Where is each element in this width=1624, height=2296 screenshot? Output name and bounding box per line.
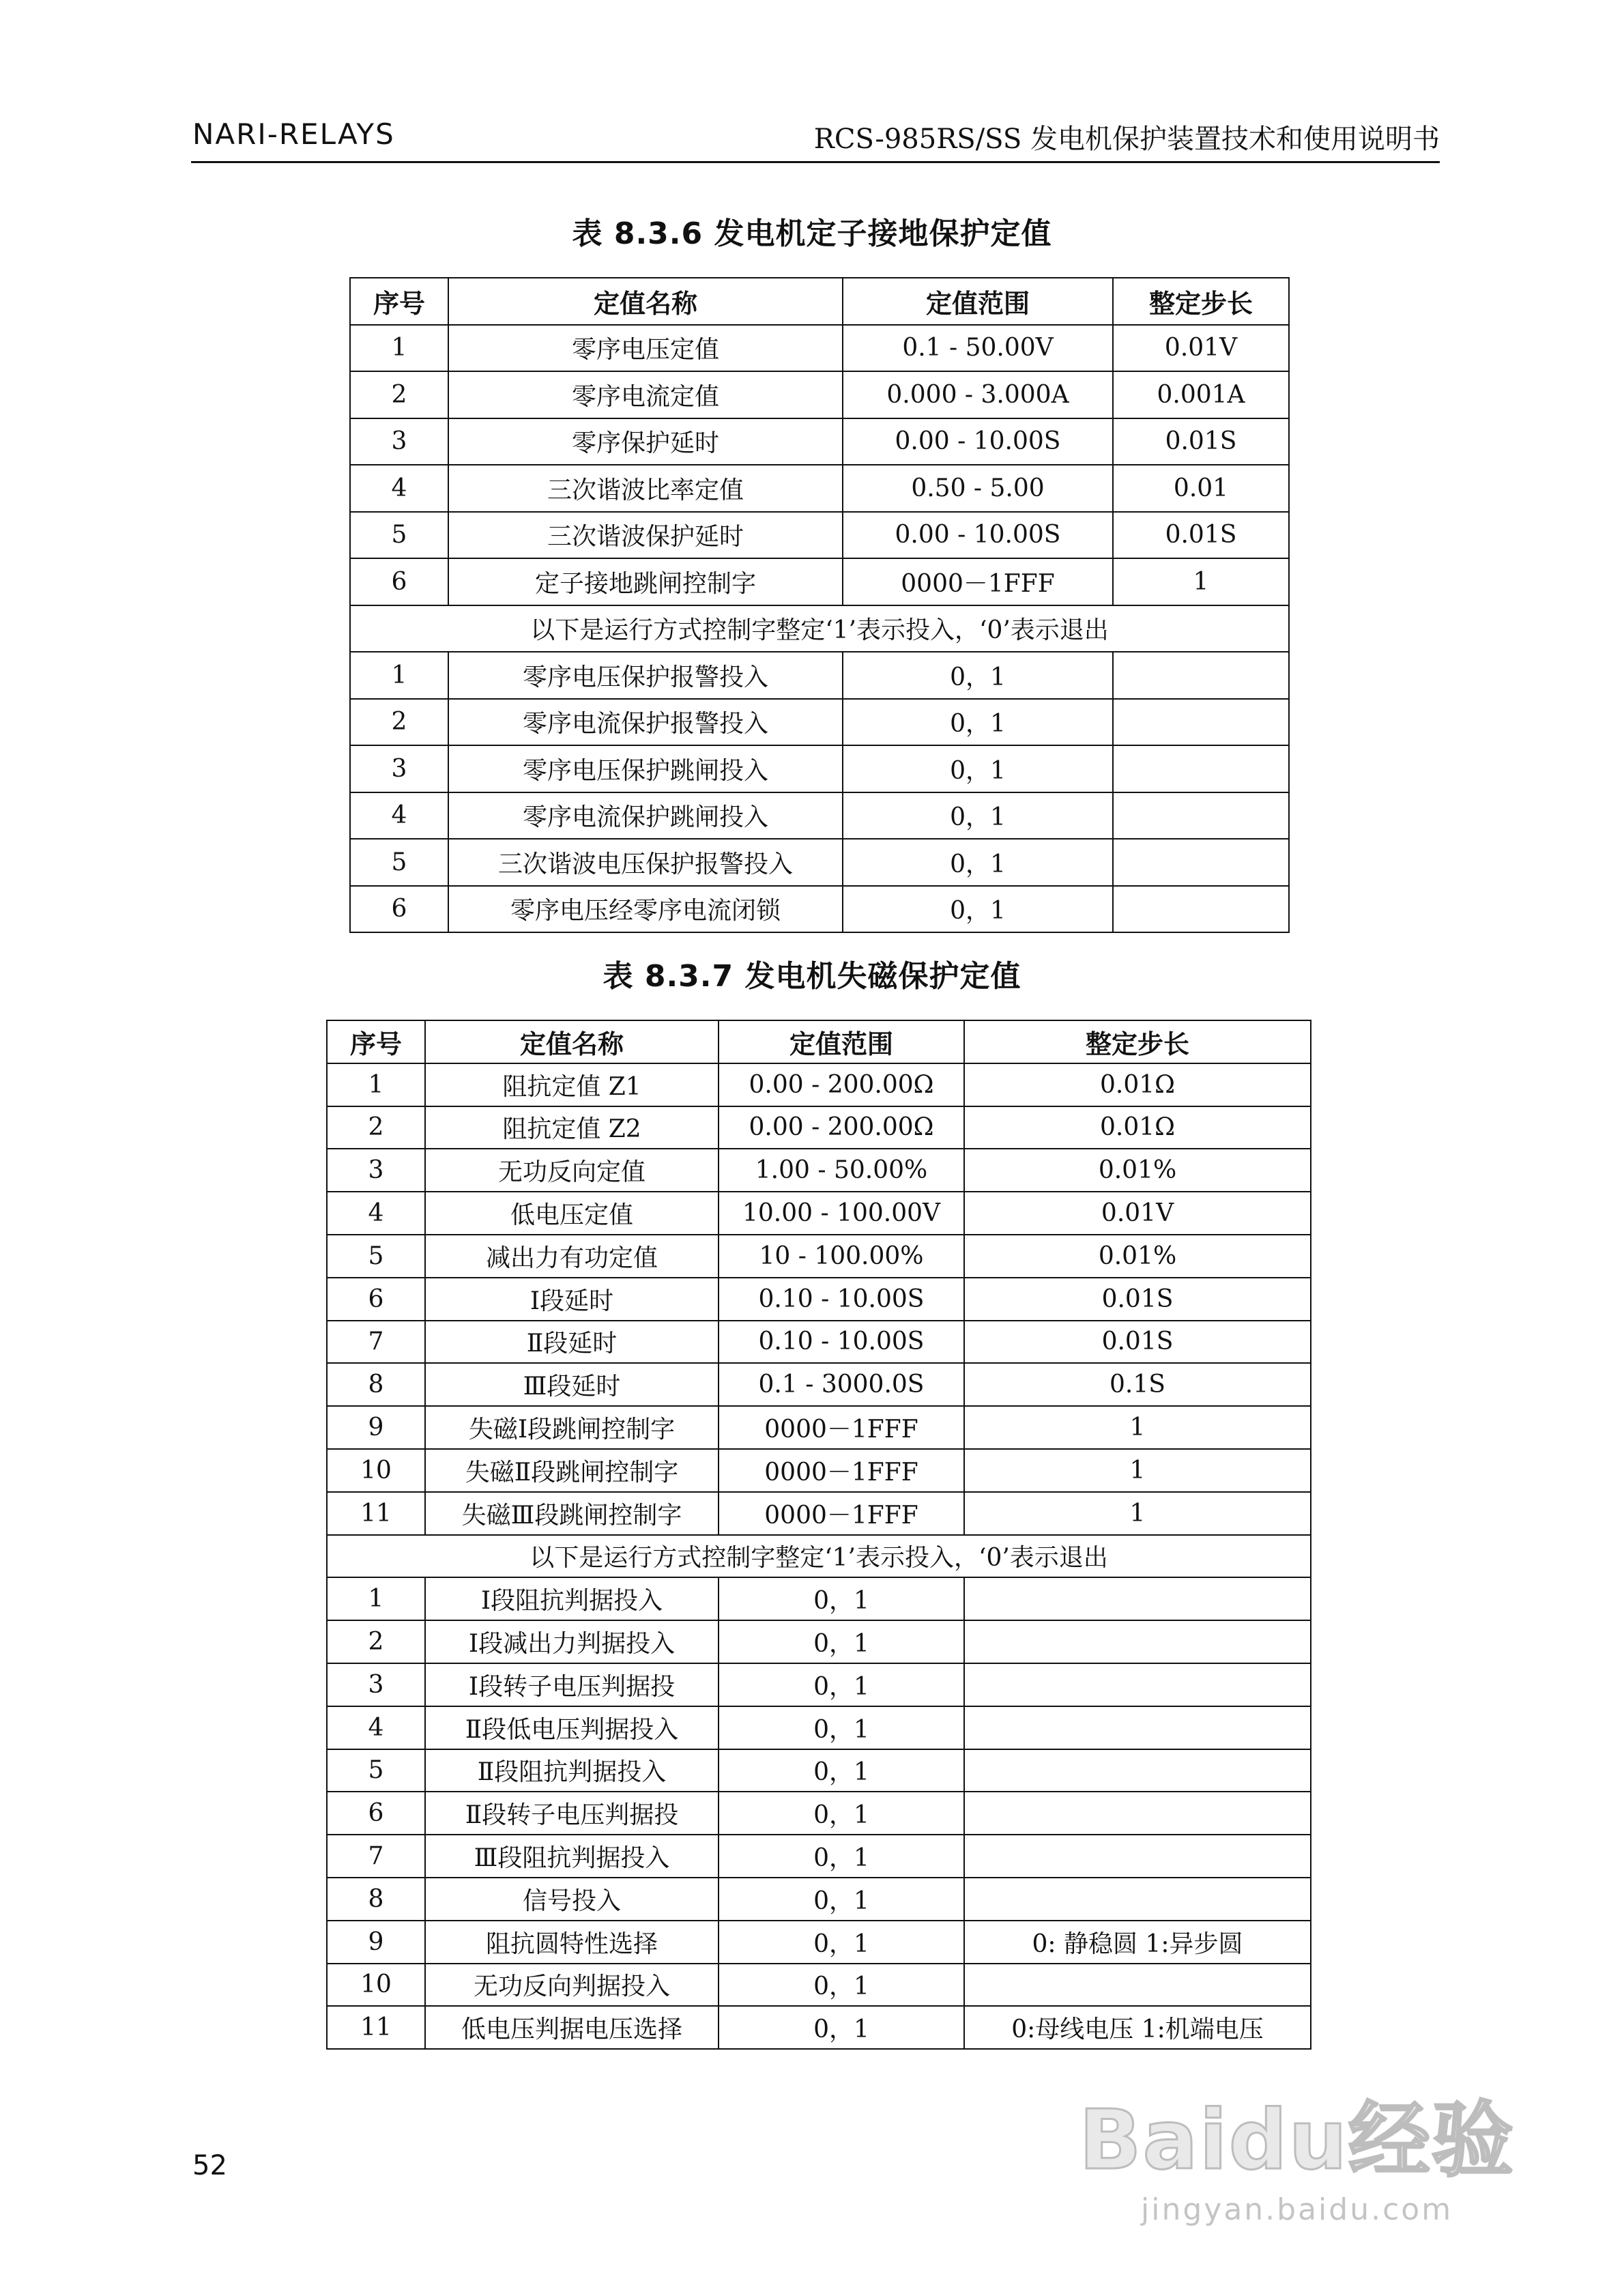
table-cell: 3 bbox=[327, 1663, 425, 1706]
table-cell: 1 bbox=[1113, 558, 1289, 605]
table-row bbox=[327, 1235, 1311, 1278]
control-word-note-row bbox=[350, 605, 1289, 652]
table-cell: 0000－1FFF bbox=[719, 1449, 964, 1492]
table-cell: 三次谐波比率定值 bbox=[448, 465, 843, 512]
table-cell: 0，1 bbox=[843, 745, 1113, 792]
table-cell: 9 bbox=[327, 1406, 425, 1449]
control-row bbox=[350, 652, 1289, 699]
control-row bbox=[327, 1835, 1311, 1878]
table-cell: 0，1 bbox=[719, 1878, 964, 1921]
table-cell: 0000－1FFF bbox=[719, 1406, 964, 1449]
table-cell: Ⅰ段延时 bbox=[425, 1278, 719, 1321]
column-header: 整定步长 bbox=[1113, 278, 1289, 325]
table-cell bbox=[964, 1964, 1311, 2007]
table-cell: 0.1 - 3000.0S bbox=[719, 1363, 964, 1406]
table-cell: 0.50 - 5.00 bbox=[843, 465, 1113, 512]
table-cell: 6 bbox=[350, 886, 448, 933]
table-cell bbox=[964, 1620, 1311, 1663]
control-row bbox=[327, 1577, 1311, 1620]
table-cell: 信号投入 bbox=[425, 1878, 719, 1921]
table-cell: 0.01S bbox=[1113, 512, 1289, 559]
table-cell: 2 bbox=[327, 1106, 425, 1149]
table-cell: 9 bbox=[327, 1921, 425, 1964]
table-cell bbox=[1113, 652, 1289, 699]
table-cell: 0.1S bbox=[964, 1363, 1311, 1406]
table-cell bbox=[964, 1577, 1311, 1620]
table-cell: 0，1 bbox=[843, 652, 1113, 699]
table-cell: 1 bbox=[327, 1063, 425, 1106]
table-cell bbox=[964, 1878, 1311, 1921]
table-cell: 0.01Ω bbox=[964, 1063, 1311, 1106]
control-row bbox=[327, 1878, 1311, 1921]
table-cell: 0.001A bbox=[1113, 371, 1289, 418]
table-cell: 0.00 - 200.00Ω bbox=[719, 1063, 964, 1106]
header-document-title: RCS-985RS/SS 发电机保护装置技术和使用说明书 bbox=[813, 124, 1440, 155]
table-row bbox=[350, 465, 1289, 512]
table-cell: 失磁Ⅱ段跳闸控制字 bbox=[425, 1449, 719, 1492]
table-cell bbox=[964, 1792, 1311, 1835]
table-cell: 6 bbox=[350, 558, 448, 605]
table-cell: 0.01V bbox=[964, 1192, 1311, 1235]
table-cell: Ⅰ段减出力判据投入 bbox=[425, 1620, 719, 1663]
table-cell: 1 bbox=[964, 1449, 1311, 1492]
table-cell: 0.01S bbox=[964, 1321, 1311, 1364]
column-header: 整定步长 bbox=[964, 1020, 1311, 1063]
header-row bbox=[327, 1020, 1311, 1063]
table-row bbox=[327, 1149, 1311, 1192]
table-cell: 2 bbox=[327, 1620, 425, 1663]
table-cell: 7 bbox=[327, 1835, 425, 1878]
table-cell: 0.01% bbox=[964, 1149, 1311, 1192]
watermark-logo: Baidu经验 bbox=[1079, 2093, 1515, 2188]
control-row bbox=[327, 1663, 1311, 1706]
table-cell: 0，1 bbox=[719, 1964, 964, 2007]
table-cell: 零序电流保护报警投入 bbox=[448, 699, 843, 746]
table-row bbox=[327, 1406, 1311, 1449]
table-cell: 低电压判据电压选择 bbox=[425, 2006, 719, 2049]
table-row bbox=[327, 1363, 1311, 1406]
table-cell: 3 bbox=[350, 745, 448, 792]
table-cell: 零序电压保护报警投入 bbox=[448, 652, 843, 699]
table-row bbox=[327, 1492, 1311, 1535]
table-cell: 0，1 bbox=[719, 1749, 964, 1792]
table-cell bbox=[1113, 886, 1289, 933]
control-row bbox=[327, 2006, 1311, 2049]
table-cell bbox=[1113, 839, 1289, 886]
table-cell: 3 bbox=[327, 1149, 425, 1192]
table-cell: 2 bbox=[350, 371, 448, 418]
page-number: 52 bbox=[192, 2150, 227, 2181]
table-cell: 1 bbox=[327, 1577, 425, 1620]
control-row bbox=[327, 1620, 1311, 1663]
table1-caption: 表 8.3.6 发电机定子接地保护定值 bbox=[572, 216, 1052, 251]
loss-of-excitation-settings-table bbox=[326, 1020, 1311, 2050]
table-cell: 零序电流定值 bbox=[448, 371, 843, 418]
table-cell: 1 bbox=[964, 1406, 1311, 1449]
table-cell: 10 bbox=[327, 1449, 425, 1492]
table-cell: 定子接地跳闸控制字 bbox=[448, 558, 843, 605]
table-cell: 三次谐波保护延时 bbox=[448, 512, 843, 559]
table-cell: 零序电压保护跳闸投入 bbox=[448, 745, 843, 792]
table-row bbox=[350, 325, 1289, 372]
table-cell: 5 bbox=[327, 1749, 425, 1792]
column-header: 序号 bbox=[350, 278, 448, 325]
table-cell: 1 bbox=[350, 325, 448, 372]
table-cell: 0，1 bbox=[719, 2006, 964, 2049]
control-row bbox=[327, 1921, 1311, 1964]
table-cell: 无功反向判据投入 bbox=[425, 1964, 719, 2007]
column-header: 定值名称 bbox=[448, 278, 843, 325]
table-row bbox=[327, 1321, 1311, 1364]
stator-ground-settings-table bbox=[349, 277, 1290, 933]
table-cell: 10 - 100.00% bbox=[719, 1235, 964, 1278]
table-cell: 4 bbox=[327, 1192, 425, 1235]
table-cell: 8 bbox=[327, 1363, 425, 1406]
table-cell: 0，1 bbox=[719, 1706, 964, 1749]
table-cell: 4 bbox=[350, 792, 448, 840]
table-cell: 4 bbox=[327, 1706, 425, 1749]
table-cell: 0.00 - 10.00S bbox=[843, 512, 1113, 559]
table-cell: 0.01 bbox=[1113, 465, 1289, 512]
table-cell: 0，1 bbox=[719, 1663, 964, 1706]
table-cell: 0.10 - 10.00S bbox=[719, 1321, 964, 1364]
table-cell: 0，1 bbox=[843, 886, 1113, 933]
control-word-note-row bbox=[327, 1535, 1311, 1578]
control-word-note: 以下是运行方式控制字整定‘1’表示投入，‘0’表示退出 bbox=[327, 1535, 1311, 1578]
table-cell bbox=[1113, 745, 1289, 792]
table-cell: 7 bbox=[327, 1321, 425, 1364]
table-row bbox=[327, 1192, 1311, 1235]
control-word-note: 以下是运行方式控制字整定‘1’表示投入，‘0’表示退出 bbox=[350, 605, 1289, 652]
table-cell bbox=[1113, 699, 1289, 746]
table-cell: 0.10 - 10.00S bbox=[719, 1278, 964, 1321]
table-cell: 0.00 - 200.00Ω bbox=[719, 1106, 964, 1149]
table-cell: 2 bbox=[350, 699, 448, 746]
table-row bbox=[327, 1449, 1311, 1492]
table-cell bbox=[1113, 792, 1289, 840]
table-cell: 10.00 - 100.00V bbox=[719, 1192, 964, 1235]
table-cell: 0，1 bbox=[843, 699, 1113, 746]
table-cell: 0000－1FFF bbox=[719, 1492, 964, 1535]
table-cell: 1.00 - 50.00% bbox=[719, 1149, 964, 1192]
table-cell: Ⅱ段阻抗判据投入 bbox=[425, 1749, 719, 1792]
table-cell: 1 bbox=[350, 652, 448, 699]
table-cell: 0.00 - 10.00S bbox=[843, 418, 1113, 465]
watermark-url: jingyan.baidu.com bbox=[1141, 2192, 1453, 2227]
control-row bbox=[327, 1964, 1311, 2007]
control-row bbox=[327, 1706, 1311, 1749]
column-header: 定值名称 bbox=[425, 1020, 719, 1063]
table-cell: 失磁Ⅰ段跳闸控制字 bbox=[425, 1406, 719, 1449]
table-row bbox=[350, 371, 1289, 418]
table-cell: 8 bbox=[327, 1878, 425, 1921]
table-cell: 0，1 bbox=[719, 1921, 964, 1964]
table-cell: 10 bbox=[327, 1964, 425, 2007]
table-cell: 0.01S bbox=[1113, 418, 1289, 465]
table-cell: 0，1 bbox=[843, 792, 1113, 840]
control-row bbox=[327, 1792, 1311, 1835]
table-cell: Ⅰ段阻抗判据投入 bbox=[425, 1577, 719, 1620]
table-cell: 0，1 bbox=[719, 1835, 964, 1878]
table-cell: 0，1 bbox=[719, 1577, 964, 1620]
table-cell bbox=[964, 1835, 1311, 1878]
table2-caption: 表 8.3.7 发电机失磁保护定值 bbox=[603, 959, 1021, 994]
baidu-jingyan-watermark bbox=[1079, 2075, 1515, 2227]
control-row bbox=[350, 886, 1289, 933]
control-row bbox=[350, 792, 1289, 840]
table-cell: 阻抗定值 Z2 bbox=[425, 1106, 719, 1149]
table-cell: 6 bbox=[327, 1792, 425, 1835]
control-row bbox=[327, 1749, 1311, 1792]
table-cell: 0.000 - 3.000A bbox=[843, 371, 1113, 418]
table-cell: 0:母线电压 1:机端电压 bbox=[964, 2006, 1311, 2049]
header-row bbox=[350, 278, 1289, 325]
table-cell: 减出力有功定值 bbox=[425, 1235, 719, 1278]
table-row bbox=[327, 1063, 1311, 1106]
table-cell: 5 bbox=[350, 839, 448, 886]
control-row bbox=[350, 839, 1289, 886]
table-cell: 11 bbox=[327, 2006, 425, 2049]
table-cell: 三次谐波电压保护报警投入 bbox=[448, 839, 843, 886]
table-cell: 11 bbox=[327, 1492, 425, 1535]
table-cell: 低电压定值 bbox=[425, 1192, 719, 1235]
control-row bbox=[350, 699, 1289, 746]
table-cell: 0.01S bbox=[964, 1278, 1311, 1321]
table-cell: Ⅲ段延时 bbox=[425, 1363, 719, 1406]
table-cell: 零序电流保护跳闸投入 bbox=[448, 792, 843, 840]
table-cell: 零序电压定值 bbox=[448, 325, 843, 372]
table-cell: 零序电压经零序电流闭锁 bbox=[448, 886, 843, 933]
table-row bbox=[350, 512, 1289, 559]
table-cell: Ⅱ段延时 bbox=[425, 1321, 719, 1364]
table-cell: 失磁Ⅲ段跳闸控制字 bbox=[425, 1492, 719, 1535]
table-cell: 零序保护延时 bbox=[448, 418, 843, 465]
table-cell: 阻抗圆特性选择 bbox=[425, 1921, 719, 1964]
table-cell: 6 bbox=[327, 1278, 425, 1321]
table-cell: 0.01Ω bbox=[964, 1106, 1311, 1149]
header-rule bbox=[191, 161, 1440, 163]
table-cell: Ⅰ段转子电压判据投 bbox=[425, 1663, 719, 1706]
table-row bbox=[327, 1278, 1311, 1321]
column-header: 定值范围 bbox=[719, 1020, 964, 1063]
table-row bbox=[327, 1106, 1311, 1149]
table-cell: 5 bbox=[327, 1235, 425, 1278]
table-cell: 无功反向定值 bbox=[425, 1149, 719, 1192]
column-header: 序号 bbox=[327, 1020, 425, 1063]
table-cell: 0，1 bbox=[719, 1620, 964, 1663]
table-cell bbox=[964, 1706, 1311, 1749]
table-cell: Ⅲ段阻抗判据投入 bbox=[425, 1835, 719, 1878]
table-cell bbox=[964, 1663, 1311, 1706]
table-cell: 0.01% bbox=[964, 1235, 1311, 1278]
table-cell: 1 bbox=[964, 1492, 1311, 1535]
table-cell: 3 bbox=[350, 418, 448, 465]
table-cell: 0.1 - 50.00V bbox=[843, 325, 1113, 372]
table-cell: Ⅱ段低电压判据投入 bbox=[425, 1706, 719, 1749]
table-cell: 阻抗定值 Z1 bbox=[425, 1063, 719, 1106]
table-cell: 0，1 bbox=[843, 839, 1113, 886]
table-cell: 0000－1FFF bbox=[843, 558, 1113, 605]
table-cell: Ⅱ段转子电压判据投 bbox=[425, 1792, 719, 1835]
table-cell: 4 bbox=[350, 465, 448, 512]
column-header: 定值范围 bbox=[843, 278, 1113, 325]
table-cell: 5 bbox=[350, 512, 448, 559]
header-brand: NARI-RELAYS bbox=[192, 117, 395, 151]
table-row bbox=[350, 418, 1289, 465]
table-cell: 0，1 bbox=[719, 1792, 964, 1835]
control-row bbox=[350, 745, 1289, 792]
table-cell: 0: 静稳圆 1:异步圆 bbox=[964, 1921, 1311, 1964]
table-cell: 0.01V bbox=[1113, 325, 1289, 372]
table-row bbox=[350, 558, 1289, 605]
table-cell bbox=[964, 1749, 1311, 1792]
